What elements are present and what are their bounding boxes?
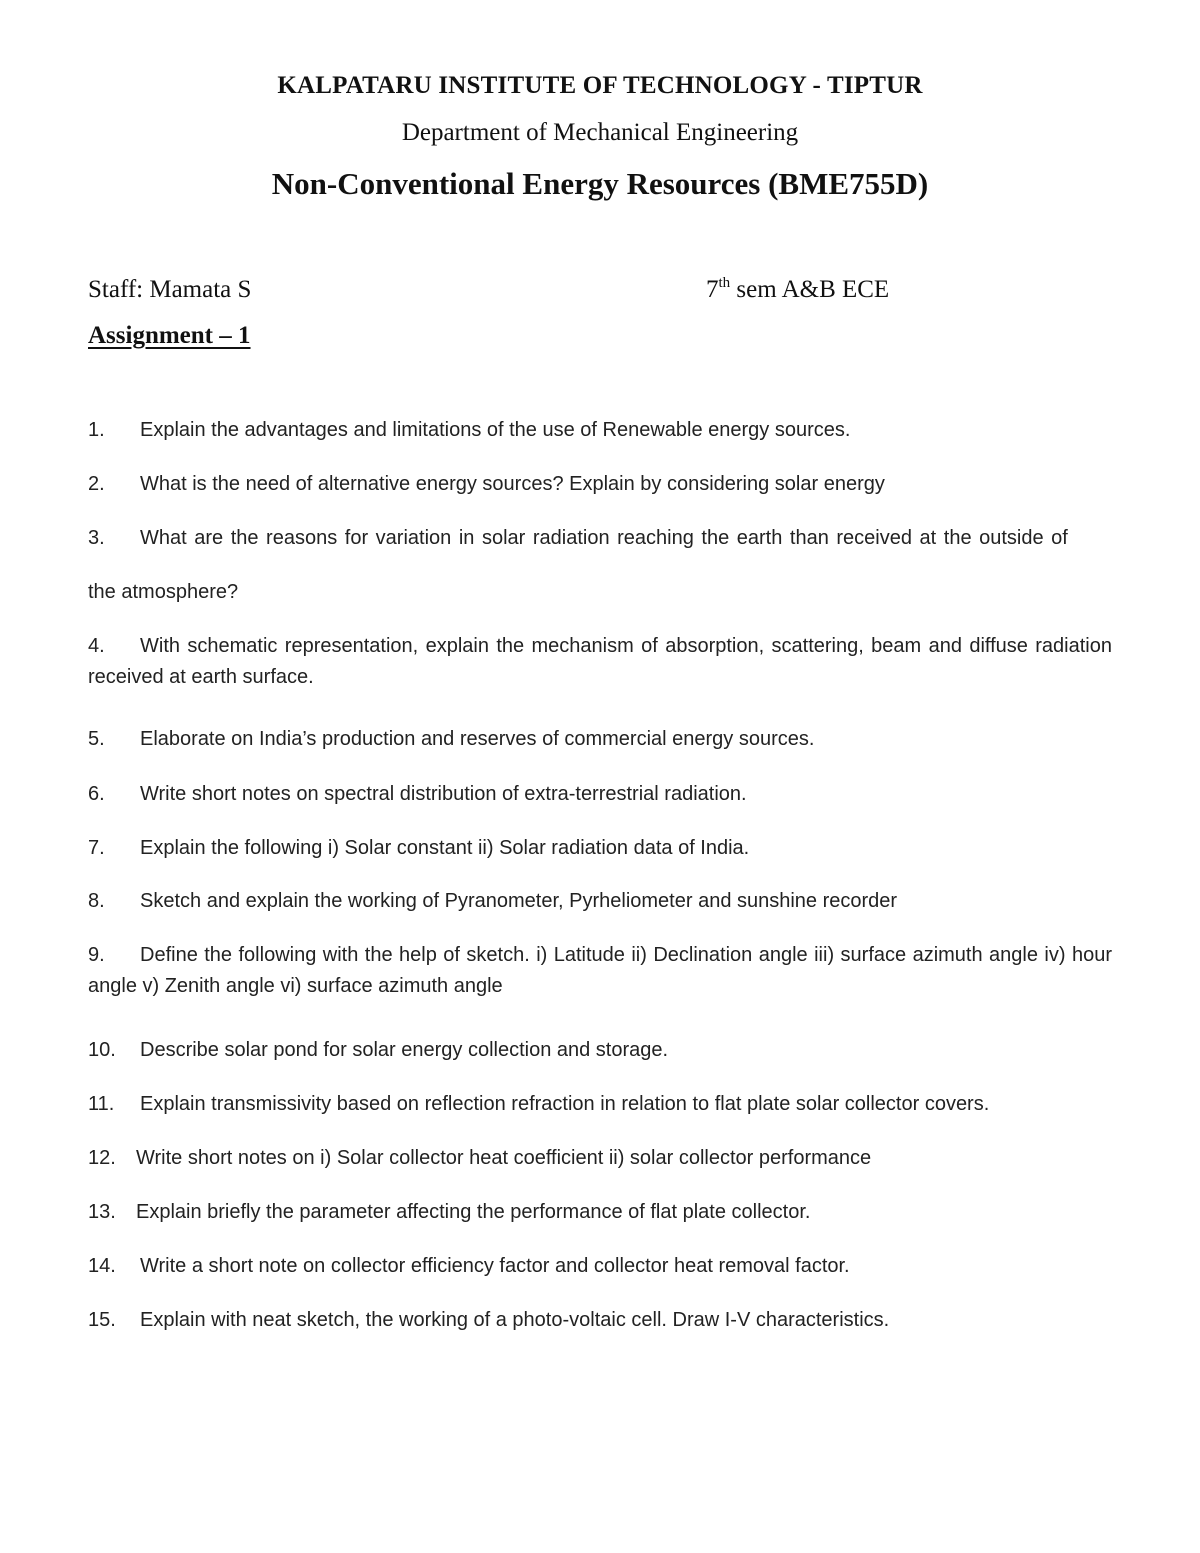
question-item [88,1197,1112,1228]
question-text: What is the need of alternative energy sources? Explain by considering solar energy [140,473,885,495]
question-text: Explain the following i) Solar constant ii) Solar radiation data of India. [140,837,750,859]
staff-name: Staff: Mamata S [88,276,252,303]
question-text: Explain transmissivity based on reflection refraction in relation to flat plate solar collector covers. [140,1093,990,1115]
question-continuation: the atmosphere? [88,581,239,603]
semester-suffix: th [718,275,731,291]
question-number: 4. [88,635,105,657]
question-item [88,940,1112,1002]
question-item [88,1305,1112,1336]
question-text: Elaborate on India’s production and reserves of commercial energy sources. [140,728,815,750]
question-item [88,469,1112,500]
question-item [88,833,1112,864]
question-number: 12. [88,1147,116,1169]
question-text: Explain the advantages and limitations of the use of Renewable energy sources. [140,419,851,441]
question-item [88,1035,1112,1066]
course-title: Non-Conventional Energy Resources (BME755D) [271,166,929,201]
question-number: 5. [88,728,105,750]
question-item [88,523,1112,554]
question-number: 1. [88,419,105,441]
question-text: What are the reasons for variation in solar radiation reaching the earth than received at the outside of [140,527,1068,549]
assignment-title: Assignment – 1 [88,322,251,349]
question-number: 7. [88,837,105,859]
question-number: 10. [88,1039,116,1061]
question-number: 2. [88,473,105,495]
question-number: 6. [88,783,105,805]
question-text: Describe solar pond for solar energy collection and storage. [140,1039,669,1061]
question-item [88,779,1112,810]
question-item [88,1089,1112,1120]
question-number: 15. [88,1309,116,1331]
semester-number: 7 [706,276,719,303]
question-number: 11. [88,1093,115,1115]
question-item [88,631,1112,693]
question-text: Write short notes on spectral distribution of extra-terrestrial radiation. [140,783,747,805]
question-text: Define the following with the help of sketch. i) Latitude ii) Declination angle iii) surface azimuth angle iv) hour angle v) Zenith angle vi) surface azimuth angle [88,944,1112,997]
department-name: Department of Mechanical Engineering [401,119,799,146]
question-number: 3. [88,527,105,549]
question-item [88,1251,1112,1282]
question-number: 13. [88,1201,116,1223]
question-item [88,724,1112,755]
question-text: Write a short note on collector efficiency factor and collector heat removal factor. [140,1255,850,1277]
question-item [88,415,1112,446]
question-text: Explain briefly the parameter affecting the performance of flat plate collector. [136,1201,811,1223]
question-text: Write short notes on i) Solar collector heat coefficient ii) solar collector performance [136,1147,872,1169]
question-item [88,1143,1112,1174]
question-number: 14. [88,1255,116,1277]
semester-info [706,276,889,304]
question-number: 8. [88,890,105,912]
question-text: Sketch and explain the working of Pyranometer, Pyrheliometer and sunshine recorder [140,890,898,912]
institute-name: KALPATARU INSTITUTE OF TECHNOLOGY - TIPTUR [277,72,923,99]
question-item [88,886,1112,917]
semester-detail: sem A&B ECE [730,276,890,303]
question-text: Explain with neat sketch, the working of a photo-voltaic cell. Draw I-V characteristics. [140,1309,890,1331]
question-text: With schematic representation, explain the mechanism of absorption, scattering, beam and diffuse radiation received at earth surface. [88,635,1112,688]
question-number: 9. [88,944,105,966]
